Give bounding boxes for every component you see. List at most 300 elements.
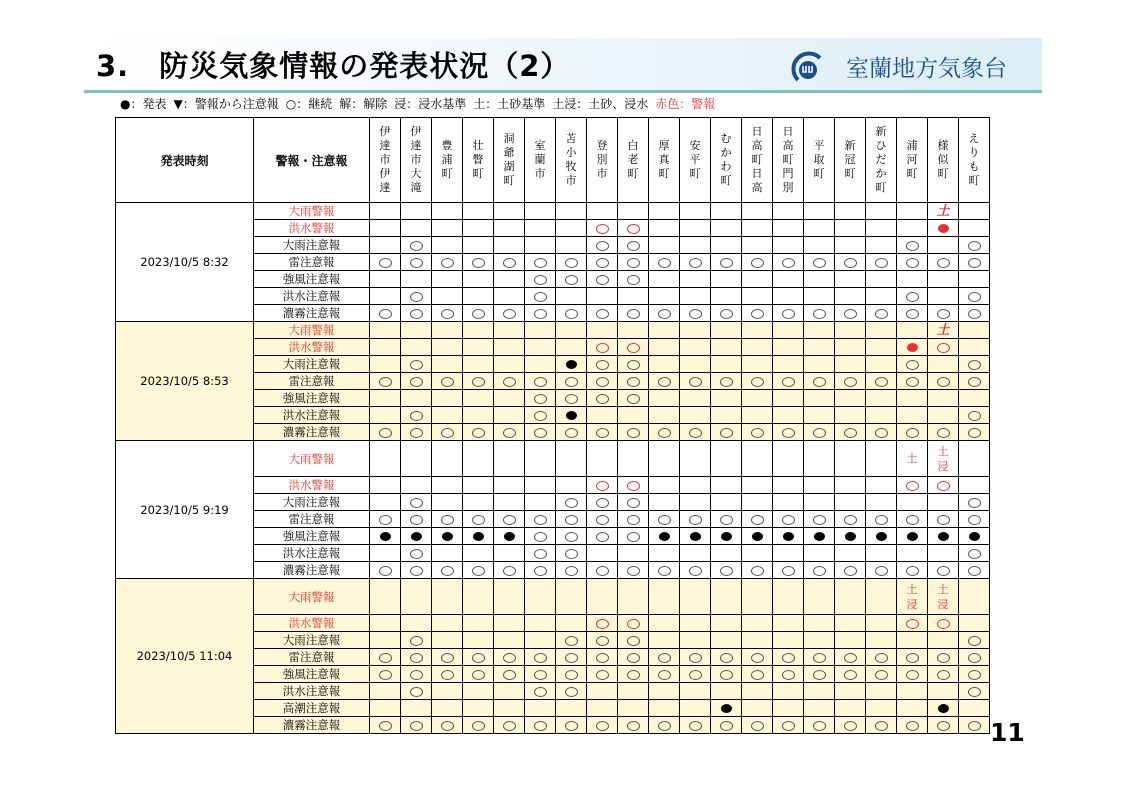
continuing-mark-icon (441, 377, 454, 387)
continuing-mark-icon (472, 653, 485, 663)
status-cell (463, 305, 494, 322)
status-cell (959, 666, 990, 683)
status-cell (463, 683, 494, 700)
continuing-mark-icon (844, 258, 857, 268)
status-cell (649, 407, 680, 424)
continuing-mark-icon (875, 428, 888, 438)
status-cell (897, 424, 928, 441)
warning-kind: 濃霧注意報 (254, 562, 370, 579)
status-cell (649, 271, 680, 288)
header-kind: 警報・注意報 (254, 118, 370, 203)
status-cell (401, 339, 432, 356)
status-cell (928, 322, 959, 339)
municipality-name: 苫小牧市 (565, 132, 577, 187)
status-cell (556, 666, 587, 683)
status-cell (804, 373, 835, 390)
continuing-mark-icon (968, 721, 981, 731)
status-cell (742, 288, 773, 305)
status-cell (835, 237, 866, 254)
continuing-mark-icon (596, 670, 609, 680)
warning-kind: 高潮注意報 (254, 700, 370, 717)
status-cell (432, 356, 463, 373)
continuing-mark-icon (906, 515, 919, 525)
warning-kind: 大雨注意報 (254, 237, 370, 254)
continuing-mark-icon (596, 394, 609, 404)
status-cell (959, 441, 990, 477)
status-cell (959, 407, 990, 424)
municipality-name: 豊浦町 (441, 139, 453, 180)
status-cell (959, 632, 990, 649)
status-cell (773, 494, 804, 511)
status-cell (773, 203, 804, 220)
continuing-mark-icon (379, 653, 392, 663)
status-cell (897, 562, 928, 579)
status-cell (773, 666, 804, 683)
continuing-mark-icon (596, 566, 609, 576)
status-cell (773, 407, 804, 424)
status-cell (928, 441, 959, 477)
status-cell (463, 203, 494, 220)
issued-mark-icon (938, 704, 949, 713)
continuing-mark-icon (565, 428, 578, 438)
status-cell (928, 717, 959, 734)
status-cell (866, 339, 897, 356)
table-row (116, 203, 990, 220)
continuing-mark-icon (844, 653, 857, 663)
status-cell (494, 220, 525, 237)
status-cell (370, 579, 401, 615)
organization-name: 室蘭地方気象台 (846, 56, 1007, 82)
status-cell (525, 615, 556, 632)
status-cell (618, 220, 649, 237)
continuing-mark-icon (627, 343, 640, 353)
status-cell (463, 666, 494, 683)
legend-item: ▼：警報から注意報 (173, 97, 279, 111)
status-cell (618, 528, 649, 545)
status-cell (649, 477, 680, 494)
status-cell (525, 271, 556, 288)
status-cell (463, 494, 494, 511)
continuing-mark-icon (534, 258, 547, 268)
status-cell (587, 528, 618, 545)
status-cell (649, 322, 680, 339)
status-cell (866, 220, 897, 237)
status-cell (959, 562, 990, 579)
status-cell (587, 203, 618, 220)
status-cell (928, 424, 959, 441)
status-cell (463, 632, 494, 649)
continuing-mark-icon (968, 411, 981, 421)
status-cell (587, 477, 618, 494)
status-cell (370, 528, 401, 545)
warning-kind: 大雨警報 (254, 441, 370, 477)
status-cell (370, 615, 401, 632)
municipality-name: 登別市 (596, 139, 608, 180)
status-cell (680, 271, 711, 288)
status-cell (742, 579, 773, 615)
continuing-mark-icon (472, 309, 485, 319)
status-cell (494, 373, 525, 390)
status-cell (494, 562, 525, 579)
status-cell (370, 220, 401, 237)
status-cell (463, 528, 494, 545)
municipality-name: 室蘭市 (534, 139, 546, 180)
status-cell (773, 545, 804, 562)
continuing-mark-icon (906, 481, 919, 491)
continuing-mark-icon (968, 566, 981, 576)
status-cell (370, 477, 401, 494)
status-cell (866, 717, 897, 734)
municipality-name: 安平町 (689, 139, 701, 180)
continuing-mark-icon (534, 549, 547, 559)
status-cell (680, 203, 711, 220)
continuing-mark-icon (937, 428, 950, 438)
continuing-mark-icon (410, 515, 423, 525)
status-cell (928, 407, 959, 424)
status-cell (432, 390, 463, 407)
status-cell (897, 390, 928, 407)
status-cell (463, 407, 494, 424)
status-cell (494, 632, 525, 649)
status-cell (649, 237, 680, 254)
continuing-mark-icon (379, 258, 392, 268)
status-cell (587, 339, 618, 356)
continuing-mark-icon (627, 241, 640, 251)
status-cell (556, 237, 587, 254)
status-cell (711, 254, 742, 271)
status-cell (463, 511, 494, 528)
status-cell (556, 220, 587, 237)
status-cell (742, 390, 773, 407)
status-cell (742, 683, 773, 700)
status-cell (556, 203, 587, 220)
warning-kind: 雷注意報 (254, 511, 370, 528)
status-cell (804, 356, 835, 373)
status-cell (711, 494, 742, 511)
status-cell (711, 562, 742, 579)
status-cell (618, 562, 649, 579)
status-cell (742, 666, 773, 683)
status-cell (680, 683, 711, 700)
status-cell (959, 615, 990, 632)
continuing-mark-icon (844, 428, 857, 438)
time-group (116, 203, 990, 322)
continuing-mark-icon (565, 394, 578, 404)
status-cell (959, 683, 990, 700)
status-cell (711, 288, 742, 305)
continuing-mark-icon (813, 309, 826, 319)
table-row (116, 441, 990, 477)
status-cell (649, 373, 680, 390)
status-cell (618, 203, 649, 220)
continuing-mark-icon (720, 515, 733, 525)
continuing-mark-icon (813, 258, 826, 268)
status-cell (773, 390, 804, 407)
continuing-mark-icon (410, 428, 423, 438)
continuing-mark-icon (937, 515, 950, 525)
status-cell (618, 683, 649, 700)
continuing-mark-icon (689, 377, 702, 387)
status-cell (742, 511, 773, 528)
status-cell (618, 441, 649, 477)
status-cell (370, 237, 401, 254)
status-cell (742, 271, 773, 288)
status-cell (525, 562, 556, 579)
legend-item: 浸：浸水基準 (394, 97, 467, 111)
status-cell (649, 632, 680, 649)
continuing-mark-icon (906, 292, 919, 302)
continuing-mark-icon (410, 687, 423, 697)
continuing-mark-icon (534, 275, 547, 285)
status-cell (587, 373, 618, 390)
status-cell (401, 700, 432, 717)
continuing-mark-icon (503, 428, 516, 438)
status-cell (959, 579, 990, 615)
status-cell (587, 322, 618, 339)
issued-mark-icon (907, 532, 918, 541)
legend-item: 解：解除 (339, 97, 388, 111)
status-cell (370, 494, 401, 511)
status-cell (959, 305, 990, 322)
status-cell (618, 373, 649, 390)
continuing-mark-icon (751, 721, 764, 731)
continuing-mark-icon (689, 309, 702, 319)
status-cell (649, 528, 680, 545)
status-cell (556, 649, 587, 666)
status-cell (587, 441, 618, 477)
status-cell (773, 271, 804, 288)
status-cell (401, 373, 432, 390)
status-cell (773, 356, 804, 373)
status-cell (804, 649, 835, 666)
status-cell (649, 305, 680, 322)
continuing-mark-icon (968, 360, 981, 370)
status-cell (866, 511, 897, 528)
status-cell (773, 322, 804, 339)
status-cell (463, 339, 494, 356)
status-cell (835, 562, 866, 579)
header-municipality (711, 118, 742, 203)
status-cell (742, 717, 773, 734)
warning-kind: 強風注意報 (254, 666, 370, 683)
status-cell (711, 615, 742, 632)
status-cell (649, 649, 680, 666)
continuing-mark-icon (565, 670, 578, 680)
status-cell (463, 288, 494, 305)
status-cell (928, 203, 959, 220)
status-cell (370, 305, 401, 322)
status-cell (370, 649, 401, 666)
status-cell (711, 305, 742, 322)
continuing-mark-icon (720, 566, 733, 576)
continuing-mark-icon (534, 670, 547, 680)
continuing-mark-icon (534, 377, 547, 387)
continuing-mark-icon (968, 670, 981, 680)
warning-kind: 洪水注意報 (254, 288, 370, 305)
status-cell (556, 305, 587, 322)
status-cell (928, 477, 959, 494)
status-cell (742, 203, 773, 220)
status-cell (835, 666, 866, 683)
continuing-mark-icon (472, 670, 485, 680)
status-cell (525, 528, 556, 545)
continuing-mark-icon (627, 619, 640, 629)
municipality-name: 新冠町 (844, 139, 856, 180)
status-cell (556, 683, 587, 700)
continuing-mark-icon (968, 636, 981, 646)
warning-kind: 大雨警報 (254, 579, 370, 615)
warning-kind: 強風注意報 (254, 271, 370, 288)
continuing-mark-icon (751, 566, 764, 576)
status-cell (525, 322, 556, 339)
status-cell (928, 511, 959, 528)
status-cell (618, 322, 649, 339)
continuing-mark-icon (906, 428, 919, 438)
status-cell (773, 220, 804, 237)
status-cell (959, 203, 990, 220)
status-cell (401, 545, 432, 562)
status-cell (587, 424, 618, 441)
status-cell (866, 700, 897, 717)
status-cell (618, 477, 649, 494)
status-cell (835, 477, 866, 494)
continuing-mark-icon (906, 653, 919, 663)
status-cell (804, 528, 835, 545)
status-cell (649, 615, 680, 632)
status-cell (959, 700, 990, 717)
status-cell (401, 424, 432, 441)
continuing-mark-icon (534, 428, 547, 438)
status-cell (556, 356, 587, 373)
warning-kind: 洪水注意報 (254, 407, 370, 424)
status-cell (649, 254, 680, 271)
criteria-mark: 土 (936, 322, 950, 338)
continuing-mark-icon (906, 360, 919, 370)
status-cell (959, 339, 990, 356)
continuing-mark-icon (627, 377, 640, 387)
issued-mark-icon (659, 532, 670, 541)
status-cell (680, 322, 711, 339)
continuing-mark-icon (627, 566, 640, 576)
status-cell (711, 339, 742, 356)
continuing-mark-icon (534, 687, 547, 697)
status-cell (587, 649, 618, 666)
status-cell (618, 254, 649, 271)
status-cell (494, 203, 525, 220)
legend-item: 土：土砂基準 (473, 97, 546, 111)
status-cell (463, 545, 494, 562)
status-cell (463, 615, 494, 632)
status-cell (866, 288, 897, 305)
continuing-mark-icon (565, 498, 578, 508)
issued-mark-icon (380, 532, 391, 541)
status-cell (556, 322, 587, 339)
status-cell (959, 373, 990, 390)
status-cell (804, 322, 835, 339)
continuing-mark-icon (379, 428, 392, 438)
status-cell (525, 632, 556, 649)
status-cell (835, 373, 866, 390)
status-cell (556, 615, 587, 632)
continuing-mark-icon (565, 532, 578, 542)
status-cell (928, 562, 959, 579)
status-cell (959, 356, 990, 373)
status-cell (959, 390, 990, 407)
warning-kind: 雷注意報 (254, 254, 370, 271)
status-cell (649, 356, 680, 373)
status-cell (618, 237, 649, 254)
status-cell (525, 545, 556, 562)
continuing-mark-icon (410, 653, 423, 663)
header-municipality (680, 118, 711, 203)
status-cell (835, 305, 866, 322)
status-cell (711, 441, 742, 477)
status-cell (463, 441, 494, 477)
table-row (116, 579, 990, 615)
status-cell (525, 237, 556, 254)
status-cell (897, 666, 928, 683)
status-cell (463, 700, 494, 717)
continuing-mark-icon (565, 309, 578, 319)
status-cell (897, 477, 928, 494)
continuing-mark-icon (968, 377, 981, 387)
status-cell (401, 615, 432, 632)
status-cell (556, 441, 587, 477)
status-cell (525, 683, 556, 700)
status-cell (835, 390, 866, 407)
status-cell (618, 545, 649, 562)
continuing-mark-icon (596, 515, 609, 525)
continuing-mark-icon (689, 653, 702, 663)
status-cell (897, 579, 928, 615)
status-cell (432, 717, 463, 734)
continuing-mark-icon (534, 394, 547, 404)
status-cell (680, 528, 711, 545)
continuing-mark-icon (410, 670, 423, 680)
municipality-name: 洞爺湖町 (503, 132, 515, 187)
continuing-mark-icon (534, 532, 547, 542)
status-cell (928, 666, 959, 683)
status-cell (463, 254, 494, 271)
status-cell (401, 237, 432, 254)
warning-kind: 雷注意報 (254, 373, 370, 390)
continuing-mark-icon (875, 377, 888, 387)
status-cell (649, 700, 680, 717)
status-cell (525, 203, 556, 220)
continuing-mark-icon (658, 653, 671, 663)
status-cell (711, 407, 742, 424)
issued-mark-icon (473, 532, 484, 541)
header-municipality (587, 118, 618, 203)
continuing-mark-icon (968, 515, 981, 525)
status-cell (866, 632, 897, 649)
continuing-mark-icon (751, 515, 764, 525)
continuing-mark-icon (627, 721, 640, 731)
continuing-mark-icon (937, 566, 950, 576)
continuing-mark-icon (596, 360, 609, 370)
status-cell (525, 407, 556, 424)
status-cell (835, 288, 866, 305)
status-cell (556, 271, 587, 288)
continuing-mark-icon (379, 515, 392, 525)
status-cell (463, 717, 494, 734)
status-cell (804, 683, 835, 700)
status-cell (432, 666, 463, 683)
continuing-mark-icon (658, 566, 671, 576)
status-cell (680, 700, 711, 717)
continuing-mark-icon (379, 721, 392, 731)
status-cell (711, 700, 742, 717)
